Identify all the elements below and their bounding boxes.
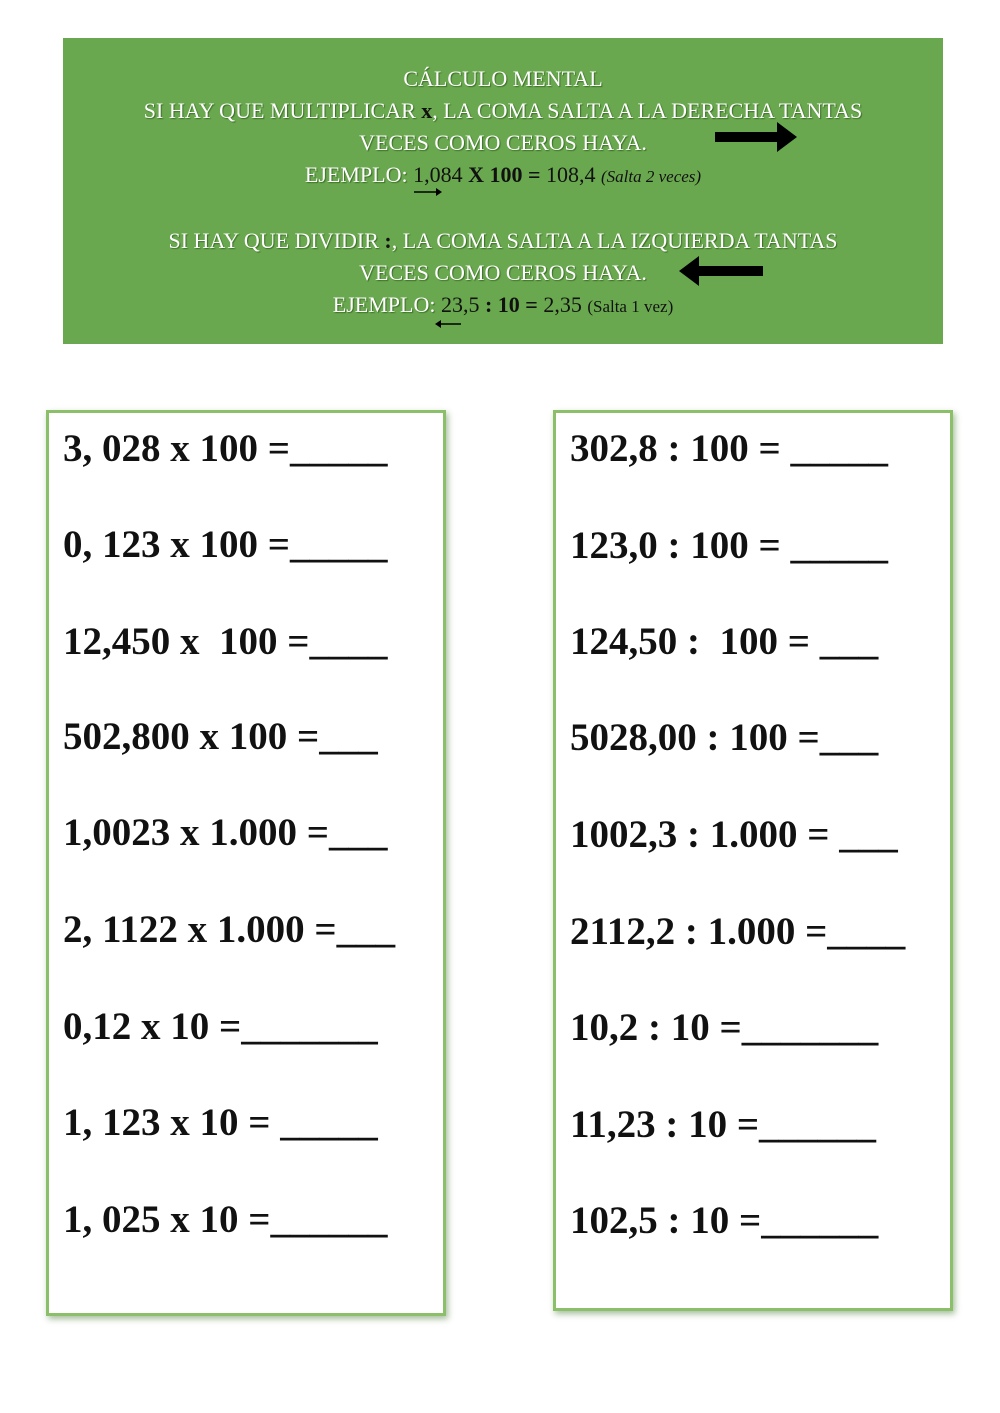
mult-exercise-1[interactable]: 3, 028 x 100 =_____ (63, 427, 388, 470)
div-exercise-5[interactable]: 1002,3 : 1.000 = ___ (570, 813, 898, 856)
div-exercise-8[interactable]: 11,23 : 10 =______ (570, 1103, 877, 1146)
mult-exercise-8[interactable]: 1, 123 x 10 = _____ (63, 1101, 378, 1144)
arrow-right-icon (715, 122, 797, 152)
divide-symbol: : (384, 228, 392, 253)
small-arrow-right-icon (414, 187, 442, 197)
multiply-symbol: x (421, 98, 433, 123)
rules-title: CÁLCULO MENTAL (403, 66, 603, 91)
small-arrow-left-icon (435, 319, 461, 329)
mult-exercise-9[interactable]: 1, 025 x 10 =______ (63, 1198, 388, 1241)
div-exercise-1[interactable]: 302,8 : 100 = _____ (570, 427, 888, 470)
rules-box (63, 38, 943, 344)
mult-exercise-5[interactable]: 1,0023 x 1.000 =___ (63, 811, 388, 854)
div-rule-line2: VECES COMO CEROS HAYA. (359, 260, 647, 285)
arrow-left-icon (679, 256, 763, 286)
mult-exercise-3[interactable]: 12,450 x 100 =____ (63, 620, 388, 663)
mult-exercise-6[interactable]: 2, 1122 x 1.000 =___ (63, 908, 396, 951)
mult-example: EJEMPLO: 1,084 X 100 = 108,4 (Salta 2 veces) (304, 162, 702, 187)
div-example: EJEMPLO: 23,5 : 10 = 2,35 (Salta 1 vez) (332, 292, 674, 317)
div-exercise-2[interactable]: 123,0 : 100 = _____ (570, 524, 888, 567)
div-exercise-4[interactable]: 5028,00 : 100 =___ (570, 716, 879, 759)
div-exercise-3[interactable]: 124,50 : 100 = ___ (570, 620, 879, 663)
mult-exercise-2[interactable]: 0, 123 x 100 =_____ (63, 523, 388, 566)
mult-rule-line2: VECES COMO CEROS HAYA. (359, 130, 647, 155)
mult-rule-line1: SI HAY QUE MULTIPLICAR x, LA COMA SALTA A LA DERECHA TANTAS (143, 98, 863, 123)
div-exercise-7[interactable]: 10,2 : 10 =_______ (570, 1006, 879, 1049)
div-exercise-6[interactable]: 2112,2 : 1.000 =____ (570, 910, 906, 953)
div-rule-line1: SI HAY QUE DIVIDIR :, LA COMA SALTA A LA IZQUIERDA TANTAS (168, 228, 838, 253)
div-exercise-9[interactable]: 102,5 : 10 =______ (570, 1199, 879, 1242)
multiplication-panel (46, 410, 446, 1316)
mult-exercise-7[interactable]: 0,12 x 10 =_______ (63, 1005, 378, 1048)
division-panel (553, 410, 953, 1311)
mult-exercise-4[interactable]: 502,800 x 100 =___ (63, 715, 378, 758)
